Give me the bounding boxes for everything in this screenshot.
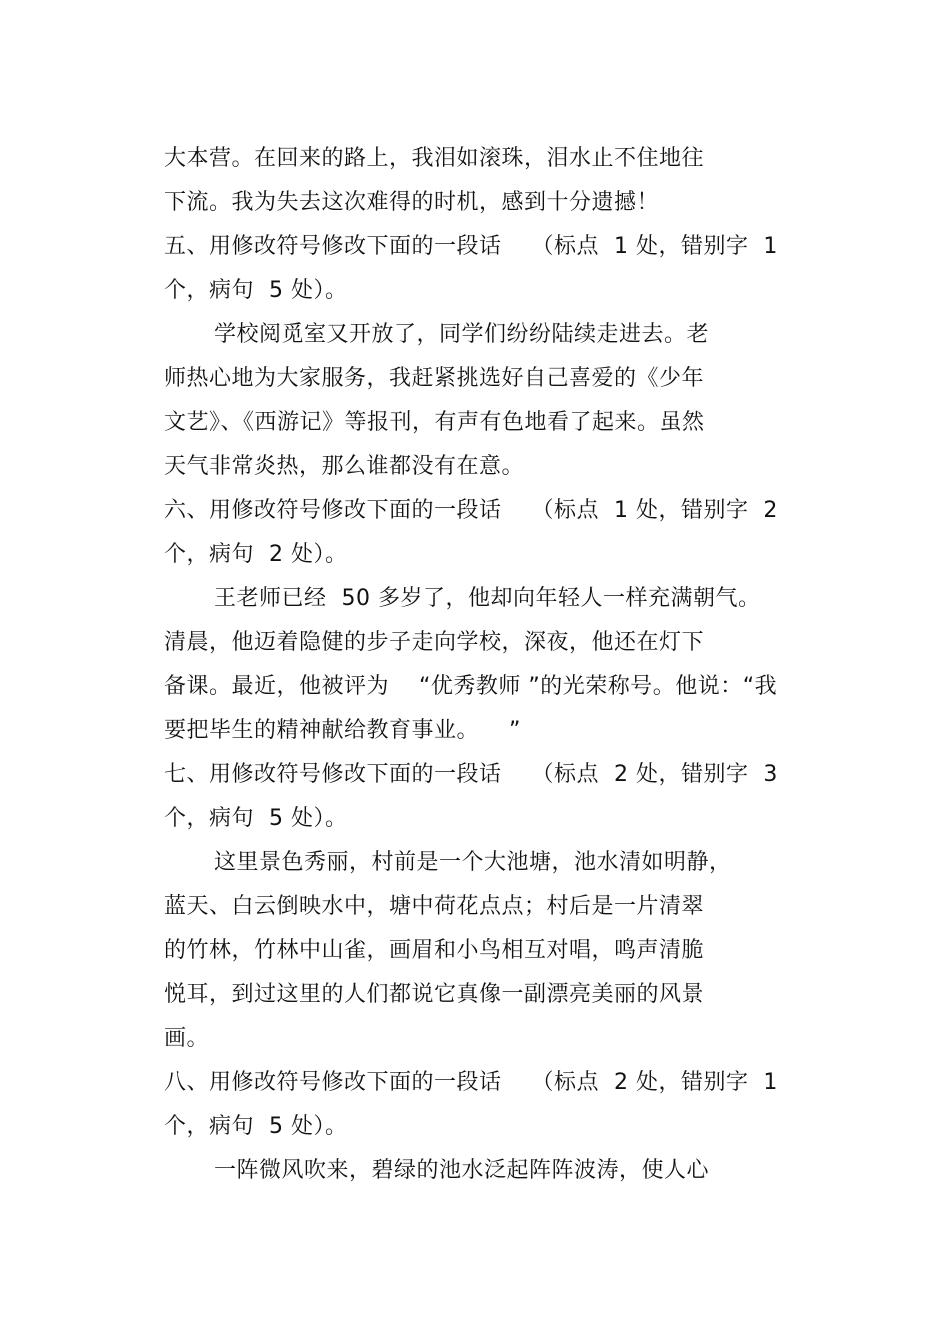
text-line: 大本营。在回来的路上，我泪如滚珠，泪水止不住地往 — [164, 146, 705, 171]
paragraph-line: 画。 — [164, 1026, 210, 1051]
paragraph-line: 清晨，他迈着隐健的步子走向学校，深夜，他还在灯下 — [164, 630, 705, 655]
paragraph-line: 王老师已经 50 多岁了，他却向年轻人一样充满朝气。 — [214, 586, 761, 611]
paragraph-line: 师热心地为大家服务，我赶紧挑选好自己喜爱的《少年 — [164, 366, 705, 391]
paragraph-line: 的竹林，竹林中山雀，画眉和小鸟相互对唱，鸣声清脆 — [164, 938, 705, 963]
question-heading: 七、用修改符号修改下面的一段话 （标点 2 处，错别字 3 — [164, 762, 778, 787]
question-heading: 个，病句 2 处）。 — [164, 542, 348, 567]
question-heading: 六、用修改符号修改下面的一段话 （标点 1 处，错别字 2 — [164, 498, 778, 523]
question-heading: 个，病句 5 处）。 — [164, 1114, 348, 1139]
paragraph-line: 文艺》、《西游记》等报刊，有声有色地看了起来。虽然 — [164, 410, 705, 435]
text-line: 下流。我为失去这次难得的时机，感到十分遗撼！ — [164, 190, 660, 215]
paragraph-line: 要把毕生的精神献给教育事业。 ” — [164, 718, 521, 743]
paragraph-line: 一阵微风吹来，碧绿的池水泛起阵阵波涛，使人心 — [214, 1158, 710, 1183]
paragraph-line: 备课。最近，他被评为 “优秀教师 ”的光荣称号。他说：“我 — [164, 674, 778, 699]
paragraph-line: 天气非常炎热，那么谁都没有在意。 — [164, 454, 525, 479]
question-heading: 五、用修改符号修改下面的一段话 （标点 1 处，错别字 1 — [164, 234, 778, 259]
paragraph-line: 这里景色秀丽，村前是一个大池塘，池水清如明静， — [214, 850, 732, 875]
paragraph-line: 蓝天、白云倒映水中，塘中荷花点点；村后是一片清翠 — [164, 894, 705, 919]
question-heading: 个，病句 5 处）。 — [164, 806, 348, 831]
question-heading: 个，病句 5 处）。 — [164, 278, 348, 303]
paragraph-line: 悦耳，到过这里的人们都说它真像一副漂亮美丽的风景 — [164, 982, 705, 1007]
paragraph-line: 学校阅觅室又开放了，同学们纷纷陆续走进去。老 — [214, 322, 710, 347]
question-heading: 八、用修改符号修改下面的一段话 （标点 2 处，错别字 1 — [164, 1070, 778, 1095]
